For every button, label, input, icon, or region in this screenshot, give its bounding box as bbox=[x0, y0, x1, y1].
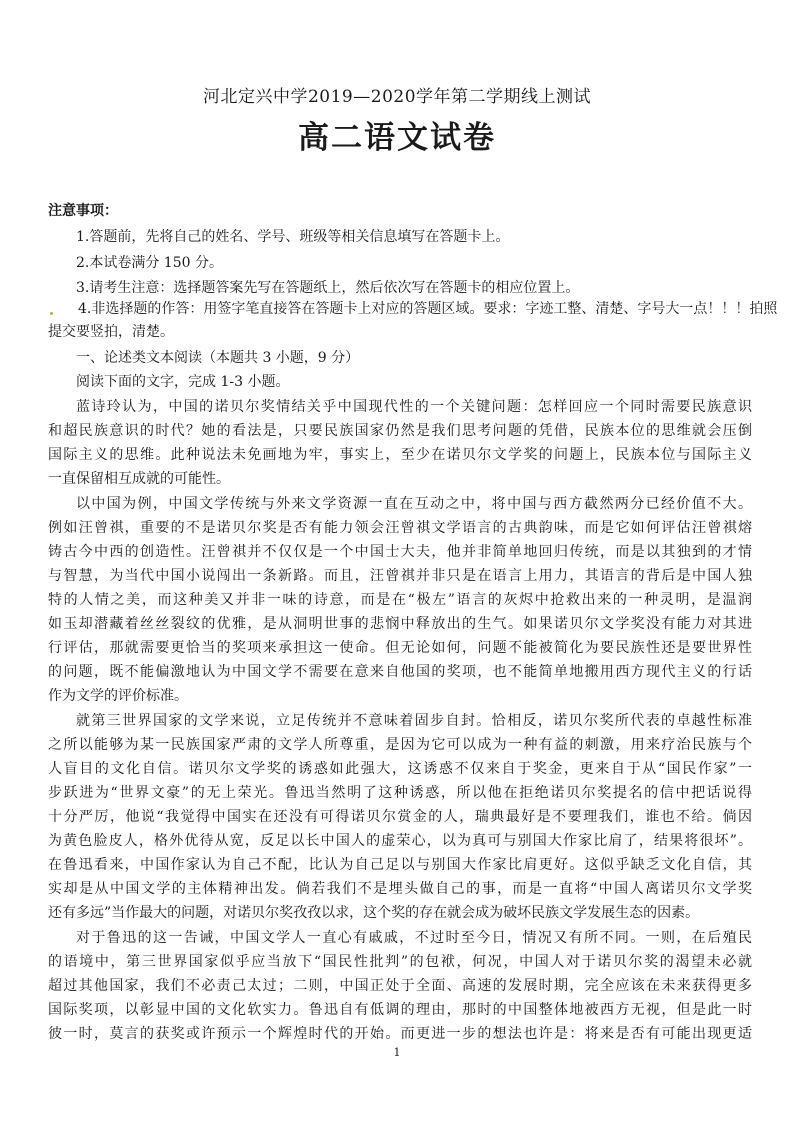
passage-line: 国际主义的思维。此种说法未免画地为牢，事实上，至少在诺贝尔文学奖的问题上，民族本位与国际主义 bbox=[48, 447, 752, 463]
passage-line: 一直保留相互成就的可能性。 bbox=[48, 471, 230, 487]
section-instruction: 阅读下面的文字，完成 1-3 小题。 bbox=[76, 374, 290, 390]
passage-line: 行评估，那就需要更恰当的奖项来承担这一使命。但无论如何，问题不能被简化为要民族性还是要世界性 bbox=[48, 640, 752, 656]
school-title: 河北定兴中学2019—2020学年第二学期线上测试 bbox=[202, 87, 592, 107]
passage-line: 以中国为例，中国文学传统与外来文学资源一直在互动之中，将中国与西方截然两分已经价值不大。 bbox=[76, 496, 752, 512]
passage-line: 十分严厉，他说“我觉得中国实在还没有可得诺贝尔赏金的人，瑞典最好是不要理我们，谁也不给。倘因 bbox=[48, 809, 752, 825]
passage-line: 还有多远”当作最大的问题，对诺贝尔奖孜孜以求，这个奖的存在就会成为破坏民族文学发展生态的因素。 bbox=[48, 905, 700, 921]
page-number: 1 bbox=[393, 1046, 401, 1059]
passage-line: 为黄色脸皮人，格外优待从宽，反足以长中国人的虚荣心，以为真可与别国大作家比肩了，结果将很坏”。 bbox=[48, 833, 752, 849]
exam-title: 高二语文试卷 bbox=[298, 120, 496, 156]
passage-line: 国际奖项，以彰显中国的文化软实力。鲁迅自有低调的理由，那时的中国整体地被西方无视，但是此一时 bbox=[48, 1002, 752, 1018]
section-heading: 一、论述类文本阅读（本题共 3 小题，9 分） bbox=[76, 350, 360, 366]
passage-line: 之所以能够为某一民族国家严肃的文学人所尊重，是因为它可以成为一种有益的刺激，用来疗治民族与个 bbox=[48, 737, 752, 753]
notes-heading: 注意事项： bbox=[48, 203, 118, 219]
passage-line: 例如汪曾祺，重要的不是诺贝尔奖是否有能力领会汪曾祺文学语言的古典韵味，而是它如何评估汪曾祺熔 bbox=[48, 520, 752, 536]
passage-line: 作为文学的评价标准。 bbox=[48, 688, 188, 704]
passage-line: 如玉却潜藏着丝丝裂纹的优雅，是从洞明世事的悲悯中释放出的生气。如果诺贝尔文学奖没有能力对其进 bbox=[48, 616, 752, 632]
note-item-2: 2.本试卷满分 150 分。 bbox=[76, 255, 223, 271]
passage-line: 和超民族意识的时代？她的看法是，只要民族国家仍然是我们思考问题的凭借，民族本位的思维就会压倒 bbox=[48, 423, 752, 439]
passage-line: 铸古今中西的创造性。汪曾祺并不仅仅是一个中国士大夫，他并非简单地回归传统，而是以其独到的才情 bbox=[48, 544, 752, 560]
passage-line: 人盲目的文化自信。诺贝尔文学奖的诱惑如此强大，这诱惑不仅来自于奖金，更来自于从“国民作家”一 bbox=[48, 761, 752, 777]
note-item-1: 1.答题前，先将自己的姓名、学号、班级等相关信息填写在答题卡上。 bbox=[76, 229, 510, 245]
passage-line: 彼一时，莫言的获奖或许预示一个辉煌时代的开始。而更进一步的想法也许是：将来是否有可能出现更适 bbox=[48, 1026, 752, 1042]
passage-line: 超过其他国家，我们不必责己太过；二则，中国正处于全面、高速的发展时期，完全应该在未来获得更多 bbox=[48, 978, 752, 994]
passage-line: 在鲁迅看来，中国作家认为自己不配，比认为自己足以与别国大作家比肩更好。这似乎缺乏文化自信，其 bbox=[48, 857, 752, 873]
passage-line: 的语境中，第三世界国家似乎应当放下“国民性批判”的包袱，何况，中国人对于诺贝尔奖的渴望未必就 bbox=[48, 954, 752, 970]
passage-line: 步跃进为“世界文豪”的无上荣光。鲁迅当然明了这种诱惑，所以他在拒绝诺贝尔奖提名的信中把话说得 bbox=[48, 785, 752, 801]
passage-line: 就第三世界国家的文学来说，立足传统并不意味着固步自封。恰相反，诺贝尔奖所代表的卓越性标准 bbox=[76, 713, 752, 729]
note-item-3: 3.请考生注意：选择题答案先写在答题纸上，然后依次写在答题卡的相应位置上。 bbox=[76, 280, 580, 296]
passage-line: 特的人情之美，而这种美又并非一味的诗意，而是在“极左”语言的灰烬中抢救出来的一种灵明，是温润 bbox=[48, 592, 752, 608]
passage-line: 与智慧，为当代中国小说闯出一条新路。而且，汪曾祺并非只是在语言上用力，其语言的背后是中国人独 bbox=[48, 568, 752, 584]
passage-line: 蓝诗玲认为，中国的诺贝尔奖情结关乎中国现代性的一个关键问题：怎样回应一个同时需要民族意识 bbox=[76, 399, 752, 415]
passage-line: 的问题，既不能偏激地认为中国文学不需要在意来自他国的奖项，也不能简单地搬用西方现代主义的行话 bbox=[48, 664, 752, 680]
passage-line: 实却是从中国文学的主体精神出发。倘若我们不是埋头做自己的事，而是一直将“中国人离诺贝尔文学奖 bbox=[48, 881, 752, 897]
note-item-4: 4.非选择题的作答：用签字笔直接答在答题卡上对应的答题区域。要求：字迹工整、清楚、字号大一点！！！拍照提交要竖拍，清楚。 bbox=[48, 301, 778, 340]
passage-line: 对于鲁迅的这一告诫，中国文学人一直心有戚戚，不过时至今日，情况又有所不同。一则，在后殖民 bbox=[76, 930, 752, 946]
